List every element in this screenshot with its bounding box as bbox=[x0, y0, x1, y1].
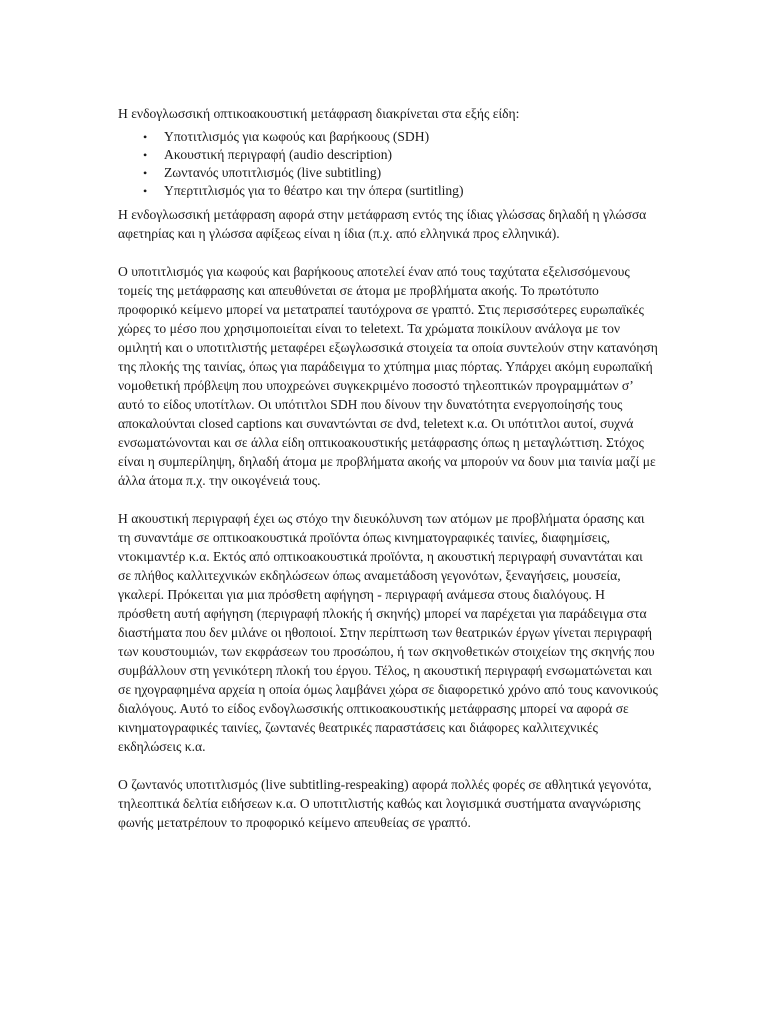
bullet-icon: • bbox=[143, 184, 148, 198]
list-item-text: Ακουστική περιγραφή (audio description) bbox=[164, 147, 393, 162]
list-item bbox=[118, 182, 658, 200]
paragraph-audio-description: Η ακουστική περιγραφή έχει ως στόχο την διευκόλυνση των ατόμων με προβλήματα όρασης και τη συναντάμε σε οπτικοακουστικά προϊόντα όπως κινηματογραφικές ταινίες, διαφημίσεις, ντοκιμαντέρ κ.α. Εκτός από οπτικοακουστικά προϊόντα, η ακουστική περιγραφή συναντάται και σε πλήθος καλλιτεχνικών εκδηλώσεων όπως αναμετάδοση γεγονότων, ξεναγήσεις, μουσεία, γκαλερί. Πρόκειται για μια πρόσθετη αφήγηση - περιγραφή ανάμεσα στους διαλόγους. Η πρόσθετη αυτή αφήγηση (περιγραφή πλοκής ή σκηνής) μπορεί να παρέχεται για παράδειγμα στα διαστήματα που δεν μιλάνε οι ηθοποιοί. Στην περίπτωση των θεατρικών έργων γίνεται περιγραφή των κουστουμιών, των εκφράσεων του προσώπου, ή των σκηνοθετικών στοιχείων της σκηνής που συμβάλλουν στη γενικότερη πλοκή του έργου. Τέλος, η ακουστική περιγραφή ενσωματώνεται και σε ηχογραφημένα αρχεία η οποία όμως λαμβάνει χώρα σε διαφορετικό χρόνο από τους κανονικούς διαλόγους. Αυτό το είδος ενδογλωσσικής οπτικοακουστικής μετάφρασης μπορεί να αφορά σε κινηματογραφικές ταινίες, ζωντανές θεατρικές παραστάσεις και διάφορες καλλιτεχνικές εκδηλώσεις κ.α. bbox=[118, 511, 658, 754]
bullet-icon: • bbox=[143, 166, 148, 180]
list-item-text: Υπερτιτλισμός για το θέατρο και την όπερα (surtitling) bbox=[164, 183, 464, 198]
paragraph-sdh: Ο υποτιτλισμός για κωφούς και βαρήκοους αποτελεί έναν από τους ταχύτατα εξελισσόμενους τομείς της μετάφρασης και απευθύνεται σε άτομα με προβλήματα ακοής. Το πρωτότυπο προφορικό κείμενο μπορεί να μετατραπεί ταυτόχρονα σε γραπτό. Στις περισσότερες ευρωπαϊκές χώρες το μέσο που χρησιμοποιείται είναι το teletext. Τα χρώματα ποικίλουν ανάλογα με τον ομιλητή και ο υποτιτλιστής μεταφέρει εξωγλωσσικά στοιχεία τα οποία συντελούν στην κατανόηση της πλοκής της ταινίας, όπως για παράδειγμα το χτύπημα μιας πόρτας. Υπάρχει ακόμη ευρωπαϊκή νομοθετική πρόβλεψη που υποχρεώνει συγκεκριμένο ποσοστό τηλεοπτικών προγραμμάτων σ’ αυτό το είδος υποτίτλων. Οι υπότιτλοι SDH που δίνουν την δυνατότητα ενεργοποίησής τους αποκαλούνται closed captions και συναντώνται σε dvd, teletext κ.α. Οι υπότιτλοι αυτοί, συχνά ενσωματώνονται και σε άλλα είδη οπτικοακουστικής μετάφρασης όπως η μεταγλώττιση. Στόχος είναι η συμπερίληψη, δηλαδή άτομα με προβλήματα ακοής να μπορούν να δουν μια ταινία μαζί με άλλα άτομα π.χ. την οικογένειά τους. bbox=[118, 264, 658, 488]
list-item-text: Ζωντανός υποτιτλισμός (live subtitling) bbox=[164, 165, 382, 180]
list-item bbox=[118, 146, 658, 164]
bullet-icon: • bbox=[143, 148, 148, 162]
list-item bbox=[118, 164, 658, 182]
list-item-text: Υποτιτλισμός για κωφούς και βαρήκοους (SDH) bbox=[164, 129, 430, 144]
document-page bbox=[118, 104, 658, 832]
paragraph-intralingual-definition: Η ενδογλωσσική μετάφραση αφορά στην μετάφραση εντός της ίδιας γλώσσας δηλαδή η γλώσσα αφετηρίας και η γλώσσα αφίξεως είναι η ίδια (π.χ. από ελληνικά προς ελληνικά). bbox=[118, 207, 647, 241]
list-item bbox=[118, 128, 658, 146]
bullet-icon: • bbox=[143, 130, 148, 144]
translation-types-list bbox=[118, 128, 658, 200]
paragraph-live-subtitling: Ο ζωντανός υποτιτλισμός (live subtitling-respeaking) αφορά πολλές φορές σε αθλητικά γεγονότα, τηλεοπτικά δελτία ειδήσεων κ.α. Ο υποτιτλιστής καθώς και λογισμικά συστήματα αναγνώρισης φωνής μετατρέπουν το προφορικό κείμενο απευθείας σε γραπτό. bbox=[118, 777, 652, 830]
intro-sentence: Η ενδογλωσσική οπτικοακουστική μετάφραση διακρίνεται στα εξής είδη: bbox=[118, 106, 520, 121]
